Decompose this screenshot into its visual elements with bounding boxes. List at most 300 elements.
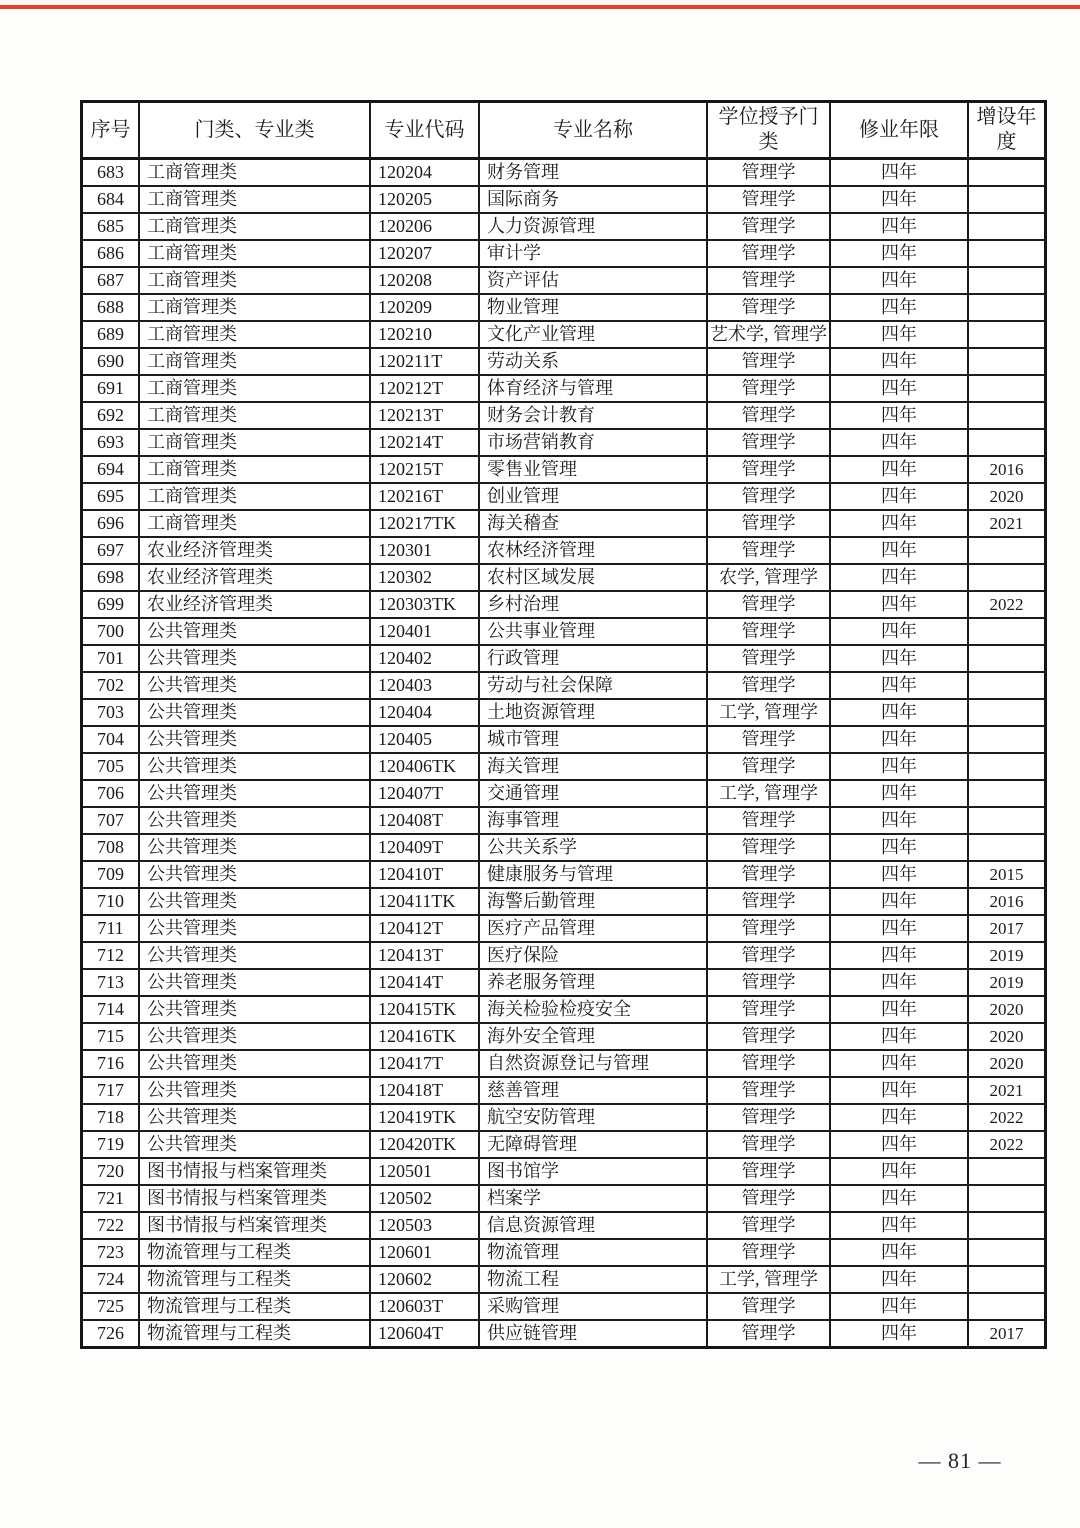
cell-category: 公共管理类: [139, 861, 370, 888]
cell-serial: 689: [82, 321, 140, 348]
cell-year: 2020: [968, 1050, 1046, 1077]
cell-degree: 管理学: [707, 969, 830, 996]
cell-category: 工商管理类: [139, 321, 370, 348]
cell-name: 自然资源登记与管理: [479, 1050, 707, 1077]
cell-year: [968, 834, 1046, 861]
cell-name: 公共关系学: [479, 834, 707, 861]
cell-name: 慈善管理: [479, 1077, 707, 1104]
cell-year: [968, 213, 1046, 240]
cell-category: 公共管理类: [139, 1131, 370, 1158]
cell-duration: 四年: [830, 915, 968, 942]
cell-duration: 四年: [830, 645, 968, 672]
cell-duration: 四年: [830, 267, 968, 294]
cell-serial: 716: [82, 1050, 140, 1077]
cell-name: 物流管理: [479, 1239, 707, 1266]
cell-degree: 管理学: [707, 915, 830, 942]
cell-code: 120410T: [370, 861, 479, 888]
cell-code: 120412T: [370, 915, 479, 942]
cell-code: 120502: [370, 1185, 479, 1212]
cell-code: 120208: [370, 267, 479, 294]
cell-serial: 683: [82, 159, 140, 187]
cell-name: 海警后勤管理: [479, 888, 707, 915]
cell-degree: 管理学: [707, 996, 830, 1023]
cell-duration: 四年: [830, 753, 968, 780]
cell-degree: 管理学: [707, 861, 830, 888]
table-row: [82, 753, 1046, 780]
cell-code: 120414T: [370, 969, 479, 996]
cell-name: 图书馆学: [479, 1158, 707, 1185]
cell-duration: 四年: [830, 186, 968, 213]
cell-code: 120402: [370, 645, 479, 672]
cell-category: 工商管理类: [139, 186, 370, 213]
cell-year: [968, 699, 1046, 726]
cell-year: [968, 1239, 1046, 1266]
cell-category: 公共管理类: [139, 834, 370, 861]
cell-code: 120417T: [370, 1050, 479, 1077]
cell-duration: 四年: [830, 861, 968, 888]
cell-degree: 管理学: [707, 510, 830, 537]
cell-year: [968, 537, 1046, 564]
cell-category: 工商管理类: [139, 510, 370, 537]
cell-degree: 管理学: [707, 1239, 830, 1266]
table-row: [82, 1212, 1046, 1239]
cell-year: [968, 1158, 1046, 1185]
cell-serial: 705: [82, 753, 140, 780]
cell-code: 120209: [370, 294, 479, 321]
cell-duration: 四年: [830, 213, 968, 240]
cell-duration: 四年: [830, 1320, 968, 1348]
cell-name: 文化产业管理: [479, 321, 707, 348]
cell-category: 公共管理类: [139, 753, 370, 780]
table-row: [82, 888, 1046, 915]
table-row: [82, 267, 1046, 294]
table-row: [82, 672, 1046, 699]
cell-category: 公共管理类: [139, 672, 370, 699]
cell-serial: 723: [82, 1239, 140, 1266]
cell-duration: 四年: [830, 726, 968, 753]
cell-code: 120419TK: [370, 1104, 479, 1131]
cell-category: 工商管理类: [139, 402, 370, 429]
cell-code: 120206: [370, 213, 479, 240]
cell-serial: 686: [82, 240, 140, 267]
cell-degree: 管理学: [707, 1131, 830, 1158]
cell-serial: 707: [82, 807, 140, 834]
cell-serial: 713: [82, 969, 140, 996]
cell-category: 工商管理类: [139, 375, 370, 402]
cell-degree: 艺术学, 管理学: [707, 321, 830, 348]
cell-serial: 719: [82, 1131, 140, 1158]
cell-name: 采购管理: [479, 1293, 707, 1320]
cell-serial: 718: [82, 1104, 140, 1131]
cell-category: 公共管理类: [139, 780, 370, 807]
cell-year: [968, 402, 1046, 429]
cell-year: 2016: [968, 888, 1046, 915]
table-row: [82, 1293, 1046, 1320]
table-row: [82, 780, 1046, 807]
cell-serial: 706: [82, 780, 140, 807]
cell-code: 120214T: [370, 429, 479, 456]
cell-duration: 四年: [830, 375, 968, 402]
table-row: [82, 645, 1046, 672]
cell-category: 物流管理与工程类: [139, 1266, 370, 1293]
cell-code: 120415TK: [370, 996, 479, 1023]
cell-year: [968, 672, 1046, 699]
cell-category: 公共管理类: [139, 645, 370, 672]
cell-duration: 四年: [830, 159, 968, 187]
cell-category: 工商管理类: [139, 456, 370, 483]
cell-code: 120215T: [370, 456, 479, 483]
cell-code: 120420TK: [370, 1131, 479, 1158]
cell-year: 2017: [968, 915, 1046, 942]
cell-code: 120217TK: [370, 510, 479, 537]
cell-degree: 管理学: [707, 375, 830, 402]
cell-code: 120601: [370, 1239, 479, 1266]
cell-year: [968, 1266, 1046, 1293]
column-header-name: 专业名称: [479, 102, 707, 159]
cell-duration: 四年: [830, 537, 968, 564]
cell-category: 公共管理类: [139, 726, 370, 753]
cell-duration: 四年: [830, 672, 968, 699]
cell-degree: 管理学: [707, 348, 830, 375]
cell-name: 交通管理: [479, 780, 707, 807]
cell-category: 农业经济管理类: [139, 591, 370, 618]
cell-name: 资产评估: [479, 267, 707, 294]
cell-name: 劳动关系: [479, 348, 707, 375]
cell-category: 公共管理类: [139, 807, 370, 834]
table-row: [82, 537, 1046, 564]
cell-year: [968, 645, 1046, 672]
cell-duration: 四年: [830, 240, 968, 267]
cell-category: 物流管理与工程类: [139, 1293, 370, 1320]
cell-duration: 四年: [830, 1077, 968, 1104]
cell-category: 公共管理类: [139, 888, 370, 915]
cell-year: [968, 1212, 1046, 1239]
cell-code: 120212T: [370, 375, 479, 402]
cell-degree: 管理学: [707, 483, 830, 510]
cell-year: 2019: [968, 969, 1046, 996]
cell-degree: 管理学: [707, 834, 830, 861]
cell-category: 工商管理类: [139, 213, 370, 240]
cell-category: 公共管理类: [139, 1104, 370, 1131]
cell-duration: 四年: [830, 807, 968, 834]
cell-serial: 700: [82, 618, 140, 645]
cell-category: 图书情报与档案管理类: [139, 1158, 370, 1185]
table-row: [82, 510, 1046, 537]
table-row: [82, 942, 1046, 969]
column-header-code: 专业代码: [370, 102, 479, 159]
cell-serial: 702: [82, 672, 140, 699]
cell-degree: 管理学: [707, 456, 830, 483]
table-header-row: [82, 102, 1046, 159]
cell-code: 120501: [370, 1158, 479, 1185]
cell-year: 2016: [968, 456, 1046, 483]
cell-degree: 管理学: [707, 1077, 830, 1104]
cell-code: 120302: [370, 564, 479, 591]
cell-serial: 703: [82, 699, 140, 726]
cell-duration: 四年: [830, 1293, 968, 1320]
table-row: [82, 240, 1046, 267]
cell-year: [968, 1185, 1046, 1212]
cell-code: 120211T: [370, 348, 479, 375]
cell-name: 农林经济管理: [479, 537, 707, 564]
cell-serial: 693: [82, 429, 140, 456]
majors-table: [80, 100, 1047, 1349]
cell-code: 120418T: [370, 1077, 479, 1104]
cell-serial: 724: [82, 1266, 140, 1293]
cell-duration: 四年: [830, 834, 968, 861]
cell-duration: 四年: [830, 483, 968, 510]
cell-degree: 管理学: [707, 1293, 830, 1320]
cell-year: [968, 348, 1046, 375]
cell-serial: 692: [82, 402, 140, 429]
cell-serial: 688: [82, 294, 140, 321]
cell-degree: 工学, 管理学: [707, 780, 830, 807]
cell-degree: 工学, 管理学: [707, 1266, 830, 1293]
cell-serial: 684: [82, 186, 140, 213]
cell-year: [968, 186, 1046, 213]
cell-duration: 四年: [830, 942, 968, 969]
cell-category: 工商管理类: [139, 267, 370, 294]
cell-duration: 四年: [830, 1023, 968, 1050]
table-row: [82, 213, 1046, 240]
table-row: [82, 1131, 1046, 1158]
cell-year: [968, 753, 1046, 780]
cell-duration: 四年: [830, 402, 968, 429]
cell-category: 图书情报与档案管理类: [139, 1212, 370, 1239]
cell-serial: 691: [82, 375, 140, 402]
cell-degree: 农学, 管理学: [707, 564, 830, 591]
table-row: [82, 348, 1046, 375]
cell-serial: 725: [82, 1293, 140, 1320]
cell-category: 物流管理与工程类: [139, 1239, 370, 1266]
cell-name: 劳动与社会保障: [479, 672, 707, 699]
cell-code: 120405: [370, 726, 479, 753]
cell-category: 公共管理类: [139, 618, 370, 645]
table-row: [82, 1239, 1046, 1266]
cell-serial: 699: [82, 591, 140, 618]
table-row: [82, 591, 1046, 618]
table-row: [82, 1050, 1046, 1077]
cell-degree: 管理学: [707, 429, 830, 456]
cell-duration: 四年: [830, 321, 968, 348]
cell-name: 财务会计教育: [479, 402, 707, 429]
cell-duration: 四年: [830, 1158, 968, 1185]
cell-code: 120409T: [370, 834, 479, 861]
cell-name: 财务管理: [479, 159, 707, 187]
cell-duration: 四年: [830, 1185, 968, 1212]
table-row: [82, 996, 1046, 1023]
cell-degree: 管理学: [707, 1104, 830, 1131]
table-row: [82, 375, 1046, 402]
table-row: [82, 618, 1046, 645]
cell-category: 农业经济管理类: [139, 537, 370, 564]
cell-name: 海关管理: [479, 753, 707, 780]
cell-code: 120407T: [370, 780, 479, 807]
cell-year: 2015: [968, 861, 1046, 888]
cell-serial: 714: [82, 996, 140, 1023]
cell-degree: 管理学: [707, 1050, 830, 1077]
cell-year: [968, 807, 1046, 834]
cell-year: [968, 267, 1046, 294]
cell-category: 工商管理类: [139, 348, 370, 375]
cell-name: 土地资源管理: [479, 699, 707, 726]
cell-degree: 管理学: [707, 240, 830, 267]
cell-degree: 管理学: [707, 645, 830, 672]
cell-duration: 四年: [830, 888, 968, 915]
cell-serial: 711: [82, 915, 140, 942]
cell-code: 120303TK: [370, 591, 479, 618]
cell-name: 物业管理: [479, 294, 707, 321]
cell-name: 海事管理: [479, 807, 707, 834]
cell-name: 国际商务: [479, 186, 707, 213]
cell-code: 120604T: [370, 1320, 479, 1348]
cell-name: 无障碍管理: [479, 1131, 707, 1158]
cell-serial: 695: [82, 483, 140, 510]
cell-duration: 四年: [830, 591, 968, 618]
cell-duration: 四年: [830, 456, 968, 483]
cell-category: 农业经济管理类: [139, 564, 370, 591]
column-header-serial: 序号: [82, 102, 140, 159]
cell-category: 公共管理类: [139, 969, 370, 996]
cell-degree: 管理学: [707, 726, 830, 753]
cell-year: 2022: [968, 1104, 1046, 1131]
cell-name: 创业管理: [479, 483, 707, 510]
cell-duration: 四年: [830, 780, 968, 807]
table-row: [82, 294, 1046, 321]
cell-name: 健康服务与管理: [479, 861, 707, 888]
cell-name: 档案学: [479, 1185, 707, 1212]
cell-serial: 690: [82, 348, 140, 375]
cell-degree: 管理学: [707, 213, 830, 240]
table-row: [82, 807, 1046, 834]
cell-year: 2020: [968, 1023, 1046, 1050]
cell-year: [968, 294, 1046, 321]
cell-year: [968, 726, 1046, 753]
table-row: [82, 159, 1046, 187]
cell-year: [968, 1293, 1046, 1320]
cell-duration: 四年: [830, 1104, 968, 1131]
cell-degree: 工学, 管理学: [707, 699, 830, 726]
cell-duration: 四年: [830, 699, 968, 726]
cell-degree: 管理学: [707, 186, 830, 213]
top-accent-line: [0, 5, 1080, 9]
cell-duration: 四年: [830, 1239, 968, 1266]
cell-category: 公共管理类: [139, 699, 370, 726]
table-row: [82, 402, 1046, 429]
cell-duration: 四年: [830, 429, 968, 456]
cell-serial: 717: [82, 1077, 140, 1104]
cell-code: 120408T: [370, 807, 479, 834]
cell-name: 医疗保险: [479, 942, 707, 969]
column-header-year: 增设年度: [968, 102, 1046, 159]
table-row: [82, 186, 1046, 213]
cell-serial: 698: [82, 564, 140, 591]
cell-code: 120404: [370, 699, 479, 726]
table-row: [82, 321, 1046, 348]
table-row: [82, 1185, 1046, 1212]
cell-name: 物流工程: [479, 1266, 707, 1293]
cell-degree: 管理学: [707, 402, 830, 429]
cell-degree: 管理学: [707, 1158, 830, 1185]
cell-name: 公共事业管理: [479, 618, 707, 645]
cell-degree: 管理学: [707, 753, 830, 780]
cell-code: 120205: [370, 186, 479, 213]
cell-duration: 四年: [830, 1131, 968, 1158]
cell-degree: 管理学: [707, 807, 830, 834]
cell-code: 120602: [370, 1266, 479, 1293]
cell-code: 120204: [370, 159, 479, 187]
cell-name: 人力资源管理: [479, 213, 707, 240]
cell-year: [968, 780, 1046, 807]
cell-serial: 696: [82, 510, 140, 537]
cell-year: [968, 321, 1046, 348]
cell-serial: 704: [82, 726, 140, 753]
cell-degree: 管理学: [707, 1023, 830, 1050]
cell-serial: 715: [82, 1023, 140, 1050]
column-header-degree: 学位授予门类: [707, 102, 830, 159]
cell-degree: 管理学: [707, 591, 830, 618]
cell-code: 120216T: [370, 483, 479, 510]
cell-category: 工商管理类: [139, 294, 370, 321]
cell-serial: 721: [82, 1185, 140, 1212]
cell-degree: 管理学: [707, 294, 830, 321]
cell-code: 120413T: [370, 942, 479, 969]
table-body: [82, 159, 1046, 1348]
table-row: [82, 969, 1046, 996]
cell-duration: 四年: [830, 1212, 968, 1239]
page-number: — 81 —: [918, 1448, 1002, 1473]
cell-name: 行政管理: [479, 645, 707, 672]
cell-name: 市场营销教育: [479, 429, 707, 456]
cell-degree: 管理学: [707, 267, 830, 294]
table-row: [82, 456, 1046, 483]
cell-degree: 管理学: [707, 1212, 830, 1239]
cell-category: 图书情报与档案管理类: [139, 1185, 370, 1212]
cell-degree: 管理学: [707, 618, 830, 645]
cell-serial: 687: [82, 267, 140, 294]
table-row: [82, 1023, 1046, 1050]
cell-year: 2020: [968, 483, 1046, 510]
cell-name: 供应链管理: [479, 1320, 707, 1348]
table-row: [82, 429, 1046, 456]
cell-year: 2022: [968, 591, 1046, 618]
cell-duration: 四年: [830, 1050, 968, 1077]
column-header-duration: 修业年限: [830, 102, 968, 159]
cell-code: 120401: [370, 618, 479, 645]
table-row: [82, 699, 1046, 726]
cell-category: 工商管理类: [139, 240, 370, 267]
cell-category: 公共管理类: [139, 942, 370, 969]
table-row: [82, 834, 1046, 861]
table-row: [82, 1266, 1046, 1293]
cell-code: 120207: [370, 240, 479, 267]
table-row: [82, 915, 1046, 942]
cell-name: 乡村治理: [479, 591, 707, 618]
table-row: [82, 1158, 1046, 1185]
cell-name: 城市管理: [479, 726, 707, 753]
cell-year: 2021: [968, 510, 1046, 537]
cell-duration: 四年: [830, 348, 968, 375]
cell-year: [968, 429, 1046, 456]
cell-category: 公共管理类: [139, 996, 370, 1023]
cell-serial: 712: [82, 942, 140, 969]
cell-code: 120210: [370, 321, 479, 348]
cell-code: 120406TK: [370, 753, 479, 780]
cell-degree: 管理学: [707, 1185, 830, 1212]
cell-year: 2020: [968, 996, 1046, 1023]
cell-category: 公共管理类: [139, 1077, 370, 1104]
cell-duration: 四年: [830, 969, 968, 996]
